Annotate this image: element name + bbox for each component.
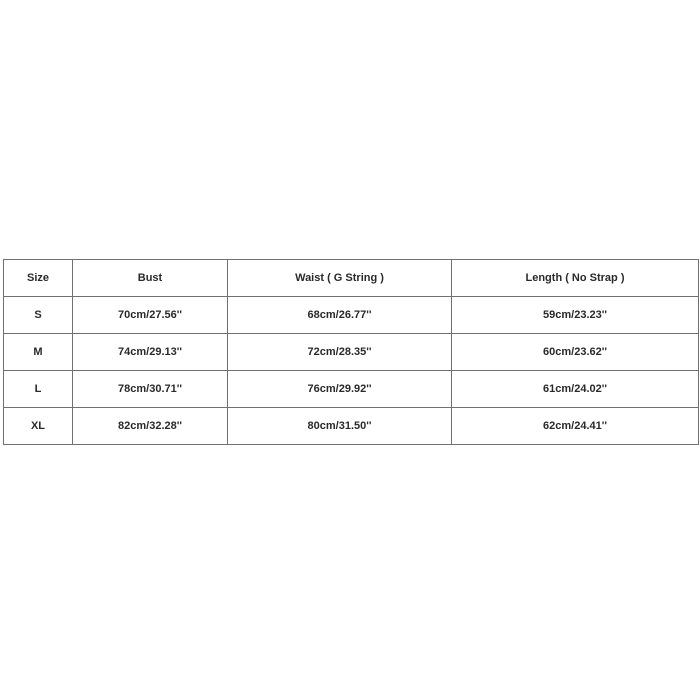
table-header-row bbox=[4, 260, 699, 297]
table-row bbox=[4, 297, 699, 334]
length-cell: 61cm/24.02'' bbox=[452, 371, 699, 408]
bust-cell: 82cm/32.28'' bbox=[73, 408, 228, 445]
header-size: Size bbox=[4, 260, 73, 297]
waist-cell: 68cm/26.77'' bbox=[228, 297, 452, 334]
bust-cell: 74cm/29.13'' bbox=[73, 334, 228, 371]
size-cell: XL bbox=[4, 408, 73, 445]
length-cell: 59cm/23.23'' bbox=[452, 297, 699, 334]
table-row bbox=[4, 371, 699, 408]
bust-cell: 78cm/30.71'' bbox=[73, 371, 228, 408]
table-row bbox=[4, 334, 699, 371]
header-waist: Waist ( G String ) bbox=[228, 260, 452, 297]
waist-cell: 80cm/31.50'' bbox=[228, 408, 452, 445]
length-cell: 62cm/24.41'' bbox=[452, 408, 699, 445]
waist-cell: 72cm/28.35'' bbox=[228, 334, 452, 371]
waist-cell: 76cm/29.92'' bbox=[228, 371, 452, 408]
header-bust: Bust bbox=[73, 260, 228, 297]
table-row bbox=[4, 408, 699, 445]
header-length: Length ( No Strap ) bbox=[452, 260, 699, 297]
size-chart-table bbox=[3, 259, 699, 445]
length-cell: 60cm/23.62'' bbox=[452, 334, 699, 371]
bust-cell: 70cm/27.56'' bbox=[73, 297, 228, 334]
size-cell: L bbox=[4, 371, 73, 408]
size-cell: S bbox=[4, 297, 73, 334]
size-cell: M bbox=[4, 334, 73, 371]
